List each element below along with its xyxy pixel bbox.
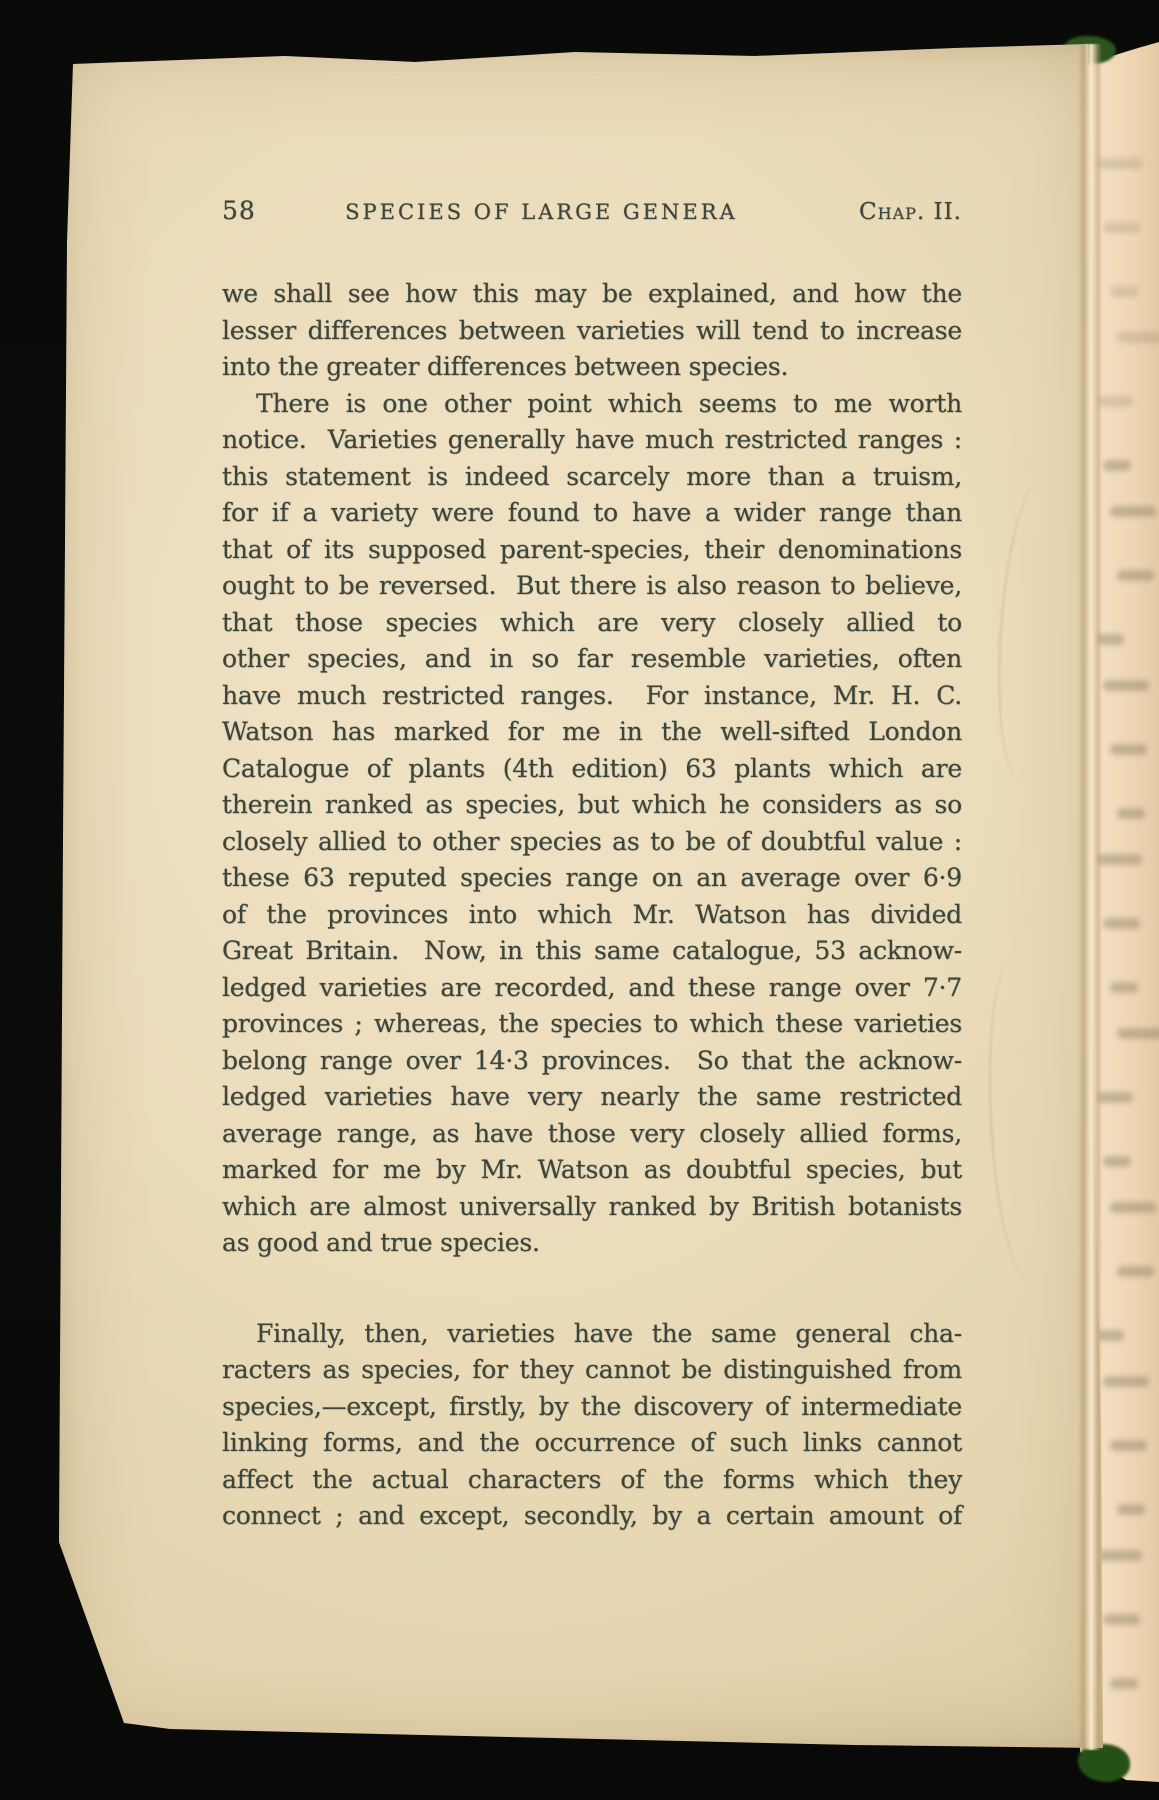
text-line: Catalogue of plants (4th edition) 63 plants which are	[222, 753, 962, 783]
text-line: marked for me by Mr. Watson as doubtful species, but	[222, 1155, 962, 1184]
ghost-text-line	[1103, 918, 1140, 929]
ghost-text-line	[1096, 1550, 1142, 1561]
text-line: into the greater differences between species.	[222, 352, 789, 381]
text-line: ledged varieties are recorded, and these range over 7·7	[222, 972, 962, 1002]
ghost-text-line	[1096, 854, 1142, 865]
ghost-text-line	[1103, 1614, 1140, 1625]
ghost-text-line	[1103, 222, 1140, 233]
text-line: closely allied to other species as to be of doubtful value :	[222, 826, 962, 856]
ghost-text-line	[1110, 286, 1138, 297]
text-line: have much restricted ranges. For instance, Mr. H. C.	[222, 680, 962, 710]
paragraph	[222, 386, 962, 1262]
ghost-text-line	[1103, 680, 1149, 691]
text-line: Great Britain. Now, in this same catalogue, 53 acknow-	[222, 936, 962, 965]
text-line: Finally, then, varieties have the same general cha-	[256, 1318, 962, 1348]
ghost-text-line	[1103, 1376, 1149, 1387]
text-line: which are almost universally ranked by British botanists	[222, 1191, 962, 1221]
ghost-text-line	[1117, 808, 1145, 819]
text-line: Watson has marked for me in the well-sifted London	[222, 717, 962, 746]
text-line: ledged varieties have very nearly the same restricted	[222, 1082, 962, 1111]
ghost-text-line	[1117, 332, 1159, 343]
ghost-text-line	[1096, 158, 1142, 169]
ghost-text-line	[1110, 744, 1147, 755]
page-crease-highlight	[1078, 44, 1102, 1750]
text-line: racters as species, for they cannot be distinguished from	[222, 1355, 962, 1384]
text-line: belong range over 14·3 provinces. So that the acknow-	[222, 1045, 962, 1075]
text-line: this statement is indeed scarcely more than a truism,	[222, 461, 962, 491]
ghost-text-line	[1110, 982, 1138, 993]
text-line: notice. Varieties generally have much restricted ranges :	[222, 425, 962, 454]
text-line: as good and true species.	[222, 1228, 540, 1257]
running-title: SPECIES OF LARGE GENERA	[345, 200, 738, 224]
ghost-text-line	[1117, 570, 1154, 581]
text-line: therein ranked as species, but which he considers as so	[222, 790, 962, 819]
text-line: species,—except, firstly, by the discovery of intermediate	[222, 1391, 962, 1421]
ghost-text-line	[1110, 1440, 1147, 1451]
text-body	[222, 276, 962, 1535]
ghost-text-line	[1103, 460, 1131, 471]
text-line: lesser differences between varieties will tend to increase	[222, 315, 962, 345]
page-header	[222, 196, 962, 232]
text-line: that those species which are very closely allied to	[222, 607, 962, 637]
text-line: other species, and in so far resemble varieties, often	[222, 644, 962, 673]
paragraph	[222, 1316, 962, 1535]
text-block	[222, 196, 962, 1535]
text-line: ought to be reversed. But there is also reason to believe,	[222, 571, 962, 600]
text-line: average range, as have those very closely allied forms,	[222, 1118, 962, 1148]
ghost-text-line	[1110, 506, 1156, 517]
text-line: for if a variety were found to have a wider range than	[222, 498, 962, 527]
text-line: we shall see how this may be explained, and how the	[222, 279, 962, 308]
text-line: linking forms, and the occurrence of such links cannot	[222, 1428, 962, 1457]
text-line: these 63 reputed species range on an average over 6·9	[222, 863, 962, 892]
text-line: provinces ; whereas, the species to which these varieties	[222, 1009, 962, 1038]
text-line: There is one other point which seems to me worth	[256, 388, 962, 418]
text-line: connect ; and except, secondly, by a certain amount of	[222, 1501, 962, 1530]
page-number: 58	[222, 196, 256, 225]
ghost-text-line	[1110, 1678, 1138, 1689]
text-line: affect the actual characters of the forms which they	[222, 1464, 962, 1494]
ghost-text-line	[1103, 1156, 1131, 1167]
chapter-label: Chap. II.	[859, 199, 962, 225]
ghost-text-line	[1117, 1504, 1145, 1515]
ghost-text-line	[1110, 1202, 1156, 1213]
ghost-text-line	[1117, 1266, 1154, 1277]
paragraph	[222, 276, 962, 386]
text-line: of the provinces into which Mr. Watson has divided	[222, 899, 962, 929]
text-line: that of its supposed parent-species, their denominations	[222, 534, 962, 564]
ghost-text-line	[1117, 1028, 1159, 1039]
